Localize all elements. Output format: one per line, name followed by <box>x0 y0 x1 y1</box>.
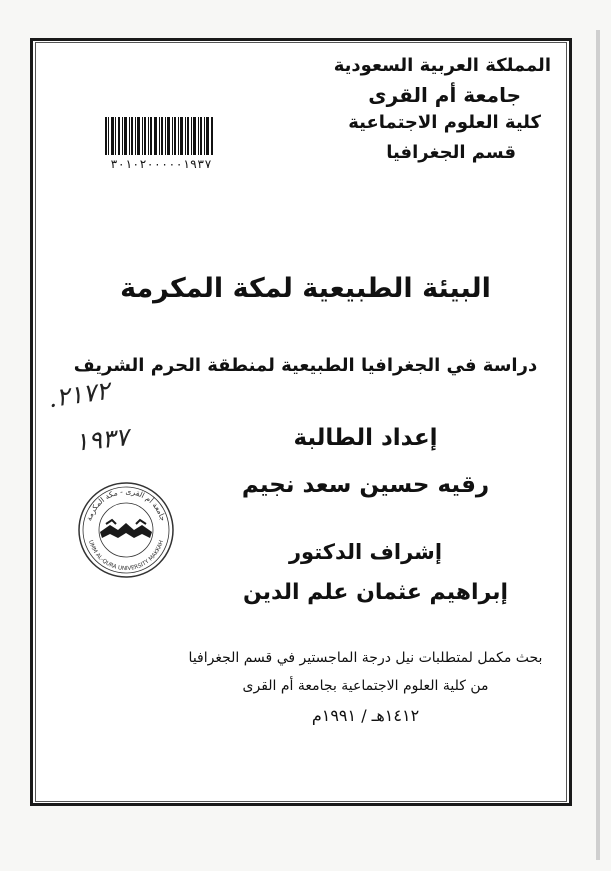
college-statement: من كلية العلوم الاجتماعية بجامعة أم القرى <box>242 678 489 694</box>
supervisor-label: إشراف الدكتور <box>288 540 443 564</box>
handwritten-accession-number: ٢١٧٢. <box>46 375 112 414</box>
institution-kingdom: المملكة العربية السعودية <box>333 55 551 76</box>
thesis-subtitle: دراسة في الجغرافيا الطبيعية لمنطقة الحرم الشريف <box>73 355 538 376</box>
svg-text:UMM AL-QURA UNIVERSITY MAKKAH: UMM AL-QURA UNIVERSITY MAKKAH <box>87 539 165 573</box>
degree-statement: بحث مكمل لمتطلبات نيل درجة الماجستير في قسم الجغرافيا <box>188 650 543 666</box>
svg-text:جامعة أم القرى - مكة المكرمة: جامعة أم القرى - مكة المكرمة <box>84 486 168 523</box>
handwritten-copy-number: ١٩٣٧ <box>73 422 131 457</box>
thesis-title: البيئة الطبيعية لمكة المكرمة <box>120 273 491 304</box>
barcode-number: ٣٠١٠٢٠٠٠٠٠١٩٣٧ <box>110 157 212 171</box>
submission-date: ١٤١٢هـ / ١٩٩١م <box>311 706 420 725</box>
supervisor-name: إبراهيم عثمان علم الدين <box>242 580 509 605</box>
barcode-icon <box>103 117 215 155</box>
university-seal-stamp <box>76 480 176 580</box>
institution-department: قسم الجغرافيا <box>386 142 516 163</box>
prepared-by-label: إعداد الطالبة <box>293 425 438 451</box>
student-name: رقيه حسين سعد نجيم <box>241 472 490 498</box>
institution-college: كلية العلوم الاجتماعية <box>348 112 541 133</box>
institution-university: جامعة أم القرى <box>368 83 521 107</box>
